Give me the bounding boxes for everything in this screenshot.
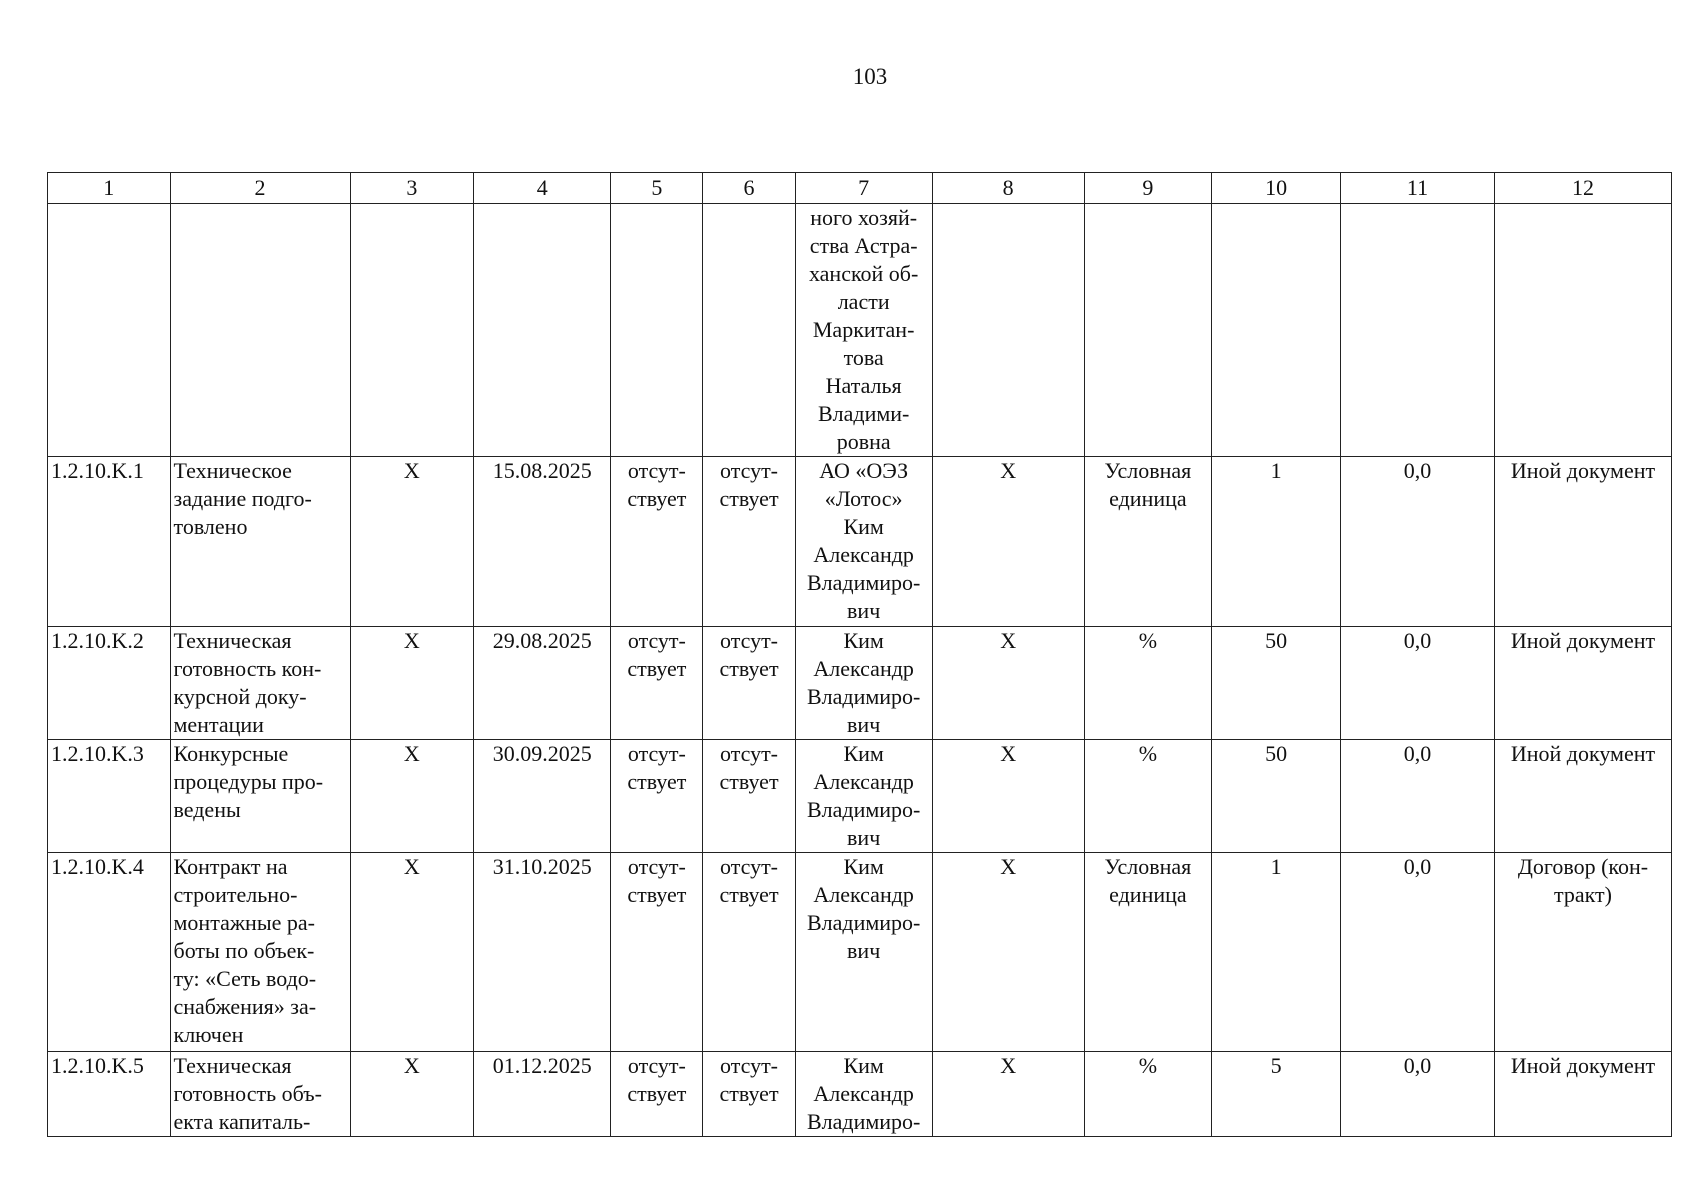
- column-3-cell: X: [350, 740, 474, 853]
- cell: [1494, 204, 1671, 457]
- column-8-cell: X: [932, 1052, 1084, 1137]
- table-row: [48, 853, 1672, 1052]
- table-body: [48, 173, 1672, 1137]
- column-5-cell: отсут- ствует: [611, 457, 703, 627]
- column-8-cell: X: [932, 740, 1084, 853]
- date-cell: 30.09.2025: [474, 740, 611, 853]
- column-8-cell: X: [932, 457, 1084, 627]
- date-cell: 31.10.2025: [474, 853, 611, 1052]
- name-cell: Техническая готовность кон- курсной доку- ментации: [170, 627, 350, 740]
- cell: [1341, 204, 1495, 457]
- column-6-cell: отсут- ствует: [703, 1052, 795, 1137]
- table-header-row: [48, 173, 1672, 204]
- responsible-cell: АО «ОЭЗ «Лотос» Ким Александр Владимиро- вич: [795, 457, 932, 627]
- column-header-7: 7: [795, 173, 932, 204]
- column-11-cell: 0,0: [1341, 457, 1495, 627]
- name-cell: Конкурсные процедуры про- ведены: [170, 740, 350, 853]
- column-11-cell: 0,0: [1341, 853, 1495, 1052]
- name-cell: Контракт на строительно- монтажные ра- боты по объек- ту: «Сеть водо- снабжения» за- ключен: [170, 853, 350, 1052]
- column-8-cell: X: [932, 627, 1084, 740]
- column-6-cell: отсут- ствует: [703, 627, 795, 740]
- column-header-10: 10: [1212, 173, 1341, 204]
- column-header-3: 3: [350, 173, 474, 204]
- column-5-cell: отсут- ствует: [611, 853, 703, 1052]
- cell: [611, 204, 703, 457]
- column-header-5: 5: [611, 173, 703, 204]
- date-cell: 01.12.2025: [474, 1052, 611, 1137]
- data-table: [47, 172, 1672, 1137]
- value-cell: 5: [1212, 1052, 1341, 1137]
- column-header-1: 1: [48, 173, 171, 204]
- responsible-cell: Ким Александр Владимиро- вич: [795, 627, 932, 740]
- column-5-cell: отсут- ствует: [611, 627, 703, 740]
- column-5-cell: отсут- ствует: [611, 740, 703, 853]
- column-6-cell: отсут- ствует: [703, 457, 795, 627]
- unit-cell: Условная единица: [1084, 853, 1212, 1052]
- table-row: [48, 457, 1672, 627]
- column-11-cell: 0,0: [1341, 627, 1495, 740]
- page-number: 103: [852, 64, 888, 89]
- value-cell: 50: [1212, 627, 1341, 740]
- document-cell: Договор (кон- тракт): [1494, 853, 1671, 1052]
- column-11-cell: 0,0: [1341, 1052, 1495, 1137]
- column-3-cell: X: [350, 627, 474, 740]
- unit-cell: %: [1084, 627, 1212, 740]
- column-8-cell: X: [932, 853, 1084, 1052]
- cell: [703, 204, 795, 457]
- column-5-cell: отсут- ствует: [611, 1052, 703, 1137]
- responsible-cell: Ким Александр Владимиро- вич: [795, 740, 932, 853]
- code-cell: 1.2.10.K.1: [48, 457, 171, 627]
- unit-cell: %: [1084, 740, 1212, 853]
- column-header-11: 11: [1341, 173, 1495, 204]
- cell: [170, 204, 350, 457]
- responsible-cell: Ким Александр Владимиро-: [795, 1052, 932, 1137]
- table-row: [48, 740, 1672, 853]
- column-header-12: 12: [1494, 173, 1671, 204]
- code-cell: 1.2.10.K.5: [48, 1052, 171, 1137]
- cell: [48, 204, 171, 457]
- code-cell: 1.2.10.K.4: [48, 853, 171, 1052]
- code-cell: 1.2.10.K.3: [48, 740, 171, 853]
- unit-cell: Условная единица: [1084, 457, 1212, 627]
- cell: [350, 204, 474, 457]
- column-11-cell: 0,0: [1341, 740, 1495, 853]
- column-3-cell: X: [350, 457, 474, 627]
- table-row: [48, 627, 1672, 740]
- column-6-cell: отсут- ствует: [703, 740, 795, 853]
- column-header-4: 4: [474, 173, 611, 204]
- name-cell: Техническое задание подго- товлено: [170, 457, 350, 627]
- unit-cell: %: [1084, 1052, 1212, 1137]
- date-cell: 29.08.2025: [474, 627, 611, 740]
- cell: [1084, 204, 1212, 457]
- table-row-continuation: [48, 204, 1672, 457]
- value-cell: 50: [1212, 740, 1341, 853]
- date-cell: 15.08.2025: [474, 457, 611, 627]
- responsible-cell: ного хозяй- ства Астра- ханской об- ласти Маркитан- това Наталья Владими- ровна: [795, 204, 932, 457]
- column-header-6: 6: [703, 173, 795, 204]
- cell: [932, 204, 1084, 457]
- document-cell: Иной документ: [1494, 740, 1671, 853]
- document-cell: Иной документ: [1494, 457, 1671, 627]
- column-3-cell: X: [350, 1052, 474, 1137]
- cell: [1212, 204, 1341, 457]
- column-header-2: 2: [170, 173, 350, 204]
- column-3-cell: X: [350, 853, 474, 1052]
- value-cell: 1: [1212, 853, 1341, 1052]
- name-cell: Техническая готовность объ- екта капиталь-: [170, 1052, 350, 1137]
- document-cell: Иной документ: [1494, 627, 1671, 740]
- table-row: [48, 1052, 1672, 1137]
- column-header-8: 8: [932, 173, 1084, 204]
- document-cell: Иной документ: [1494, 1052, 1671, 1137]
- responsible-cell: Ким Александр Владимиро- вич: [795, 853, 932, 1052]
- column-6-cell: отсут- ствует: [703, 853, 795, 1052]
- value-cell: 1: [1212, 457, 1341, 627]
- column-header-9: 9: [1084, 173, 1212, 204]
- cell: [474, 204, 611, 457]
- code-cell: 1.2.10.K.2: [48, 627, 171, 740]
